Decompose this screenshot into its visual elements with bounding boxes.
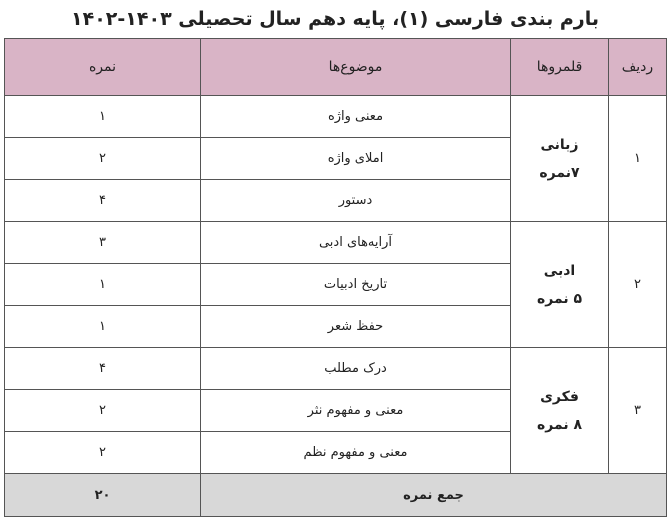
domain-name: فکری	[540, 388, 579, 405]
domain-score: ۸ نمره	[536, 416, 583, 433]
row-number: ۳	[609, 348, 667, 474]
topic-cell: درک مطلب	[201, 348, 511, 390]
header-topics: موضوع‌ها	[201, 39, 511, 96]
grade-cell: ۱	[5, 264, 201, 306]
total-value: ۲۰	[5, 474, 201, 517]
grade-cell: ۲	[5, 138, 201, 180]
total-row	[5, 474, 667, 517]
domain-name: زبانی	[540, 136, 579, 153]
topic-cell: معنی واژه	[201, 96, 511, 138]
row-number: ۱	[609, 96, 667, 222]
row-number: ۲	[609, 222, 667, 348]
domain-cell	[511, 96, 609, 222]
grade-cell: ۴	[5, 348, 201, 390]
topic-cell: معنی و مفهوم نظم	[201, 432, 511, 474]
grade-cell: ۲	[5, 390, 201, 432]
header-row	[5, 39, 667, 96]
grading-table	[4, 38, 667, 517]
domain-score: ۵ نمره	[536, 290, 583, 307]
domain-cell	[511, 222, 609, 348]
topic-cell: آرایه‌های ادبی	[201, 222, 511, 264]
header-domain: قلمروها	[511, 39, 609, 96]
table-row	[5, 96, 667, 138]
page-title: بارم بندی فارسی (۱)، پایه دهم سال تحصیلی ۱۴۰۳-۱۴۰۲	[71, 8, 599, 30]
header-row-number: ردیف	[609, 39, 667, 96]
topic-cell: معنی و مفهوم نثر	[201, 390, 511, 432]
table-row	[5, 348, 667, 390]
grade-cell: ۲	[5, 432, 201, 474]
grade-cell: ۱	[5, 306, 201, 348]
header-grade: نمره	[5, 39, 201, 96]
domain-score: ۷نمره	[539, 164, 580, 181]
grade-cell: ۱	[5, 96, 201, 138]
topic-cell: املای واژه	[201, 138, 511, 180]
total-label: جمع نمره	[201, 474, 667, 517]
table-row	[5, 222, 667, 264]
grade-cell: ۳	[5, 222, 201, 264]
domain-cell	[511, 348, 609, 474]
grade-cell: ۴	[5, 180, 201, 222]
domain-name: ادبی	[543, 262, 576, 279]
topic-cell: دستور	[201, 180, 511, 222]
topic-cell: حفظ شعر	[201, 306, 511, 348]
topic-cell: تاریخ ادبیات	[201, 264, 511, 306]
